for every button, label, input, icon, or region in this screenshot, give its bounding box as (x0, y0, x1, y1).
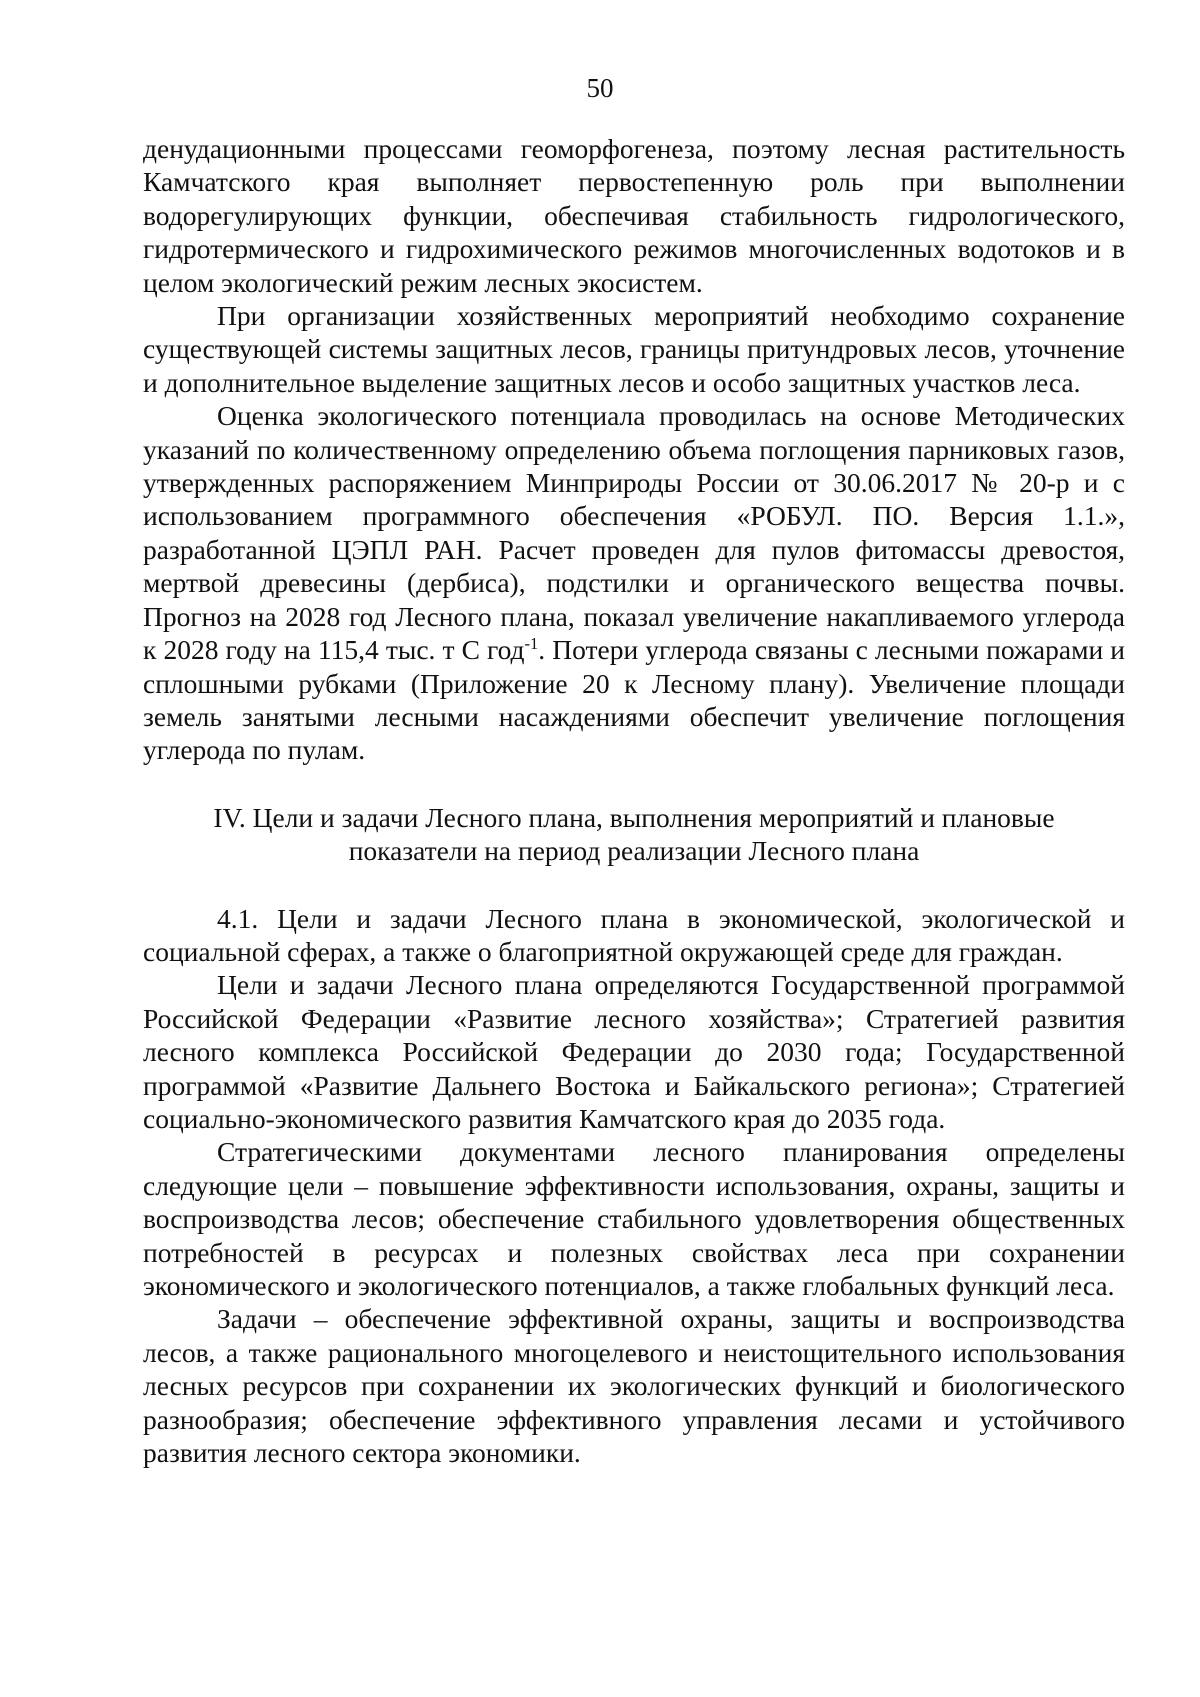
document-body (143, 132, 1125, 1469)
carbon-superscript: -1 (524, 633, 539, 653)
paragraph-tasks: Задачи – обеспечение эффективной охраны, защиты и воспроизводства лесов, а также рационального многоцелевого и неистощительного использования лесных ресурсов при сохранении их экологических функций и биологического разнообразия; обеспечение эффективного управления лесами и устойчивого развития лесного сектора экономики. (143, 1303, 1125, 1469)
paragraph-continuation: денудационными процессами геоморфогенеза, поэтому лесная растительность Камчатского края выполняет первостепенную роль при выполнении водорегулирующих функции, обеспечивая стабильность гидрологического, гидротермического и гидрохимического режимов многочисленных водотоков и в целом экологический режим лесных экосистем. (143, 133, 1125, 298)
paragraph-goals-defined: Цели и задачи Лесного плана определяются Государственной программой Российской Федерации «Развитие лесного хозяйства»; Стратегией развития лесного комплекса Российской Федерации до 2030 года; Государственной программой «Развитие Дальнего Востока и Байкальского региона»; Стратегией социально-экономического развития Камчатского края до 2035 года. (143, 969, 1125, 1134)
section-heading (143, 801, 1125, 868)
paragraph-carbon-assessment (143, 399, 1125, 766)
paragraph-protective-forests: При организации хозяйственных мероприятий необходимо сохранение существующей системы защитных лесов, границы притундровых лесов, уточнение и дополнительное выделение защитных лесов и особо защитных участков леса. (143, 300, 1125, 398)
carbon-text-part2: . Потери углерода связаны с лесными пожарами и сплошными рубками (Приложение 20 к Лесному плану). Увеличение площади земель занятыми лесными насаждениями обеспечит увеличение поглощения углерода по пулам. (143, 634, 1125, 766)
carbon-text-part1: Оценка экологического потенциала проводилась на основе Методических указаний по количественному определению объема поглощения парниковых газов, утвержденных распоряжением Минприроды России от 30.06.2017 № 20-р и с использованием программного обеспечения «РОБУЛ. ПО. Версия 1.1.», разработанной ЦЭПЛ РАН. Расчет проведен для пулов фитомассы древостоя, мертвой древесины (дербиса), подстилки и органического вещества почвы. Прогноз на 2028 год Лесного плана, показал увеличение накапливаемого углерода к 2028 году на 115,4 тыс. т С год (143, 400, 1125, 666)
paragraph-strategic-documents: Стратегическими документами лесного планирования определены следующие цели – повышение эффективности использования, охраны, защиты и воспроизводства лесов; обеспечение стабильного удовлетворения общественных потребностей в ресурсах и полезных свойствах леса при сохранении экономического и экологического потенциалов, а также глобальных функций леса. (143, 1136, 1125, 1301)
section-heading-line2: показатели на период реализации Лесного плана (348, 835, 920, 867)
section-heading-line1: IV. Цели и задачи Лесного плана, выполнения мероприятий и плановые (213, 801, 1055, 833)
page-number: 50 (586, 73, 614, 103)
paragraph-subsection-4-1: 4.1. Цели и задачи Лесного плана в экономической, экологической и социальной сферах, а также о благоприятной окружающей среде для граждан. (143, 902, 1125, 967)
